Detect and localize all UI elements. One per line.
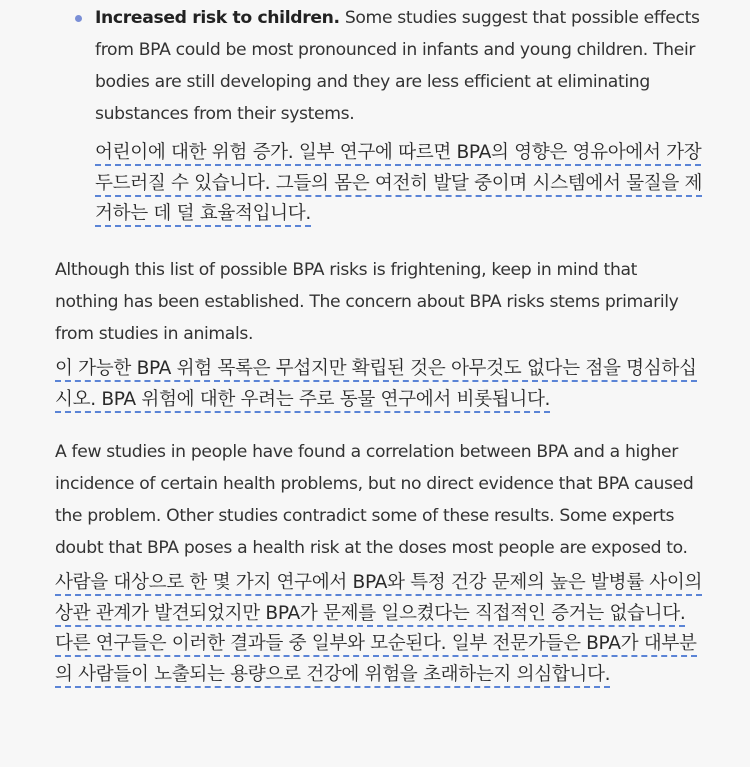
bullet-translation-text[interactable]: 어린이에 대한 위험 증가. 일부 연구에 따르면 BPA의 영향은 영유아에서 가장 두드러질 수 있습니다. 그들의 몸은 여전히 발달 중이며 시스템에서 물질을 제거하는 데 덜 효율적입니다. — [95, 142, 702, 227]
paragraph-2-translation[interactable] — [55, 568, 705, 690]
paragraph-2 — [55, 436, 705, 690]
paragraph-1-translation-text[interactable]: 이 가능한 BPA 위험 목록은 무섭지만 확립된 것은 아무것도 없다는 점을 명심하십시오. BPA 위험에 대한 우려는 주로 동물 연구에서 비롯됩니다. — [55, 358, 697, 413]
paragraph-2-translation-text[interactable]: 사람을 대상으로 한 몇 가지 연구에서 BPA와 특정 건강 문제의 높은 발병률 사이의 상관 관계가 발견되었지만 BPA가 문제를 일으켰다는 직접적인 증거는 없습니다. 다른 연구들은 이러한 결과들 중 일부와 모순된다. 일부 전문가들은 BPA가 대부분의 사람들이 노출되는 용량으로 건강에 위험을 초래하는지 의심합니다. — [55, 572, 702, 688]
paragraph-1 — [55, 254, 705, 415]
bullet-body-text: Some studies suggest that possible effects from BPA could be most pronounced in infants and young children. Their bodies are still developing and they are less efficient at eliminating substances from their systems. — [95, 8, 700, 124]
paragraph-1-translation[interactable] — [55, 354, 705, 415]
bullet-translation[interactable] — [95, 138, 707, 230]
paragraph-1-english: Although this list of possible BPA risks is frightening, keep in mind that nothing has been established. The concern about BPA risks stems primarily from studies in animals. — [55, 260, 679, 344]
paragraph-2-english: A few studies in people have found a correlation between BPA and a higher incidence of certain health problems, but no direct evidence that BPA caused the problem. Other studies contradict some of these results. Some experts doubt that BPA poses a health risk at the doses most people are exposed to. — [55, 442, 694, 558]
bullet-english-text — [95, 2, 707, 130]
bullet-list-item — [95, 2, 707, 230]
bullet-bold-lead: Increased risk to children. — [95, 8, 340, 28]
bullet-dot-icon — [75, 15, 82, 22]
